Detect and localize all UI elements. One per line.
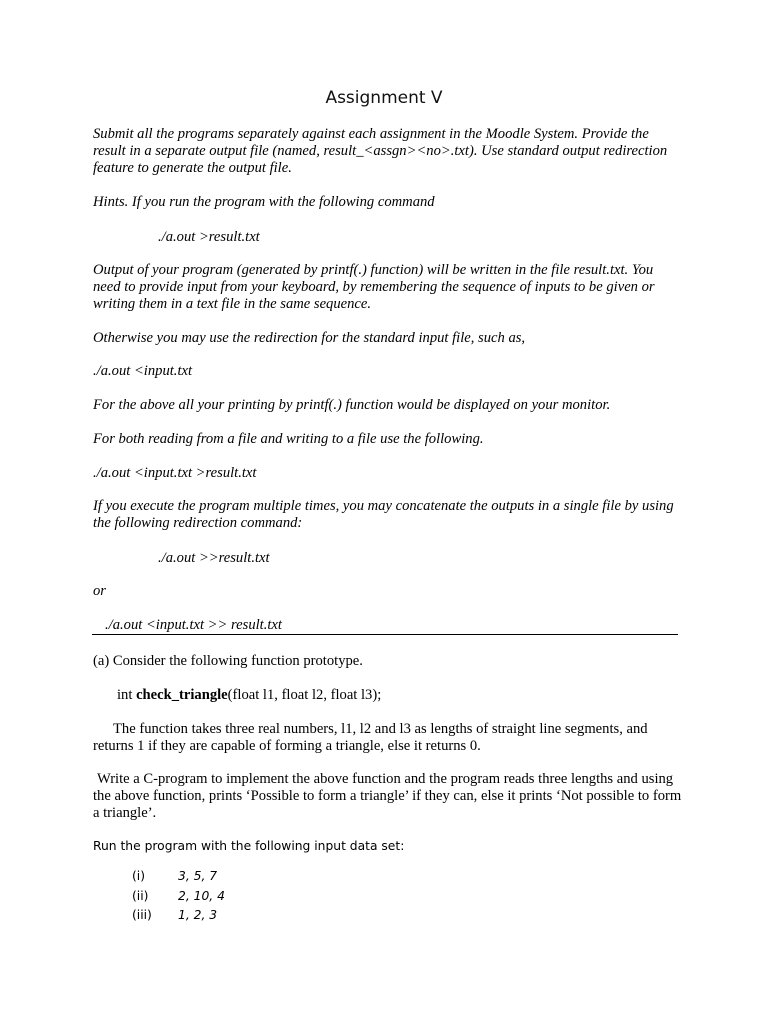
output-note-paragraph: Output of your program (generated by printf(.) function) will be written in the file result.txt. You need to provide input from your keyboard, by remembering the sequence of inputs to be given or writing them in a text file in the same sequence. (93, 262, 655, 312)
command-both: ./a.out <input.txt >result.txt (93, 465, 257, 481)
command-output: ./a.out >result.txt (158, 229, 260, 245)
input-value: 1, 2, 3 (178, 908, 218, 922)
page-title: Assignment V (325, 88, 443, 108)
otherwise-paragraph: Otherwise you may use the redirection for the standard input file, such as, (93, 330, 526, 346)
part-a-heading: (a) Consider the following function prototype. (93, 653, 363, 669)
function-description: The function takes three real numbers, l1, l2 and l3 as lengths of straight line segments, and returns 1 if they are capable of forming a triangle, else it returns 0. (93, 721, 648, 754)
input-label: (i) (132, 869, 146, 883)
input-row-1 (132, 869, 217, 883)
intro-paragraph: Submit all the programs separately against each assignment in the Moodle System. Provide the result in a separate output file (named, result_<assgn><no>.txt). Use standard output redirection feature to generate the output file. (93, 126, 668, 176)
hints-paragraph: Hints. If you run the program with the following command (93, 194, 435, 210)
task-description: Write a C-program to implement the above function and the program reads three lengths and using the above function, prints ‘Possible to form a triangle’ if they can, else it prints ‘Not possible to form a triangle’. (93, 771, 682, 821)
prototype-args: (float l1, float l2, float l3); (227, 687, 382, 703)
run-instruction: Run the program with the following input data set: (93, 839, 405, 853)
or-text: or (93, 583, 106, 599)
input-value: 3, 5, 7 (178, 869, 218, 883)
input-row-2 (132, 889, 225, 903)
above-note-paragraph: For the above all your printing by printf(.) function would be displayed on your monitor. (93, 397, 611, 413)
function-prototype (117, 687, 707, 704)
input-row-3 (132, 908, 217, 922)
command-append: ./a.out >>result.txt (158, 550, 270, 566)
command-input: ./a.out <input.txt (93, 363, 193, 379)
input-value: 2, 10, 4 (178, 889, 225, 903)
multi-note-paragraph: If you execute the program multiple times, you may concatenate the outputs in a single file by using the following redirection command: (93, 498, 674, 531)
input-label: (iii) (132, 908, 152, 922)
input-label: (ii) (132, 889, 149, 903)
section-divider (92, 634, 678, 635)
both-note-paragraph: For both reading from a file and writing to a file use the following. (93, 431, 484, 447)
prototype-function-name: check_triangle (136, 687, 228, 703)
command-append-input: ./a.out <input.txt >> result.txt (105, 617, 282, 633)
prototype-prefix: int (117, 687, 137, 703)
